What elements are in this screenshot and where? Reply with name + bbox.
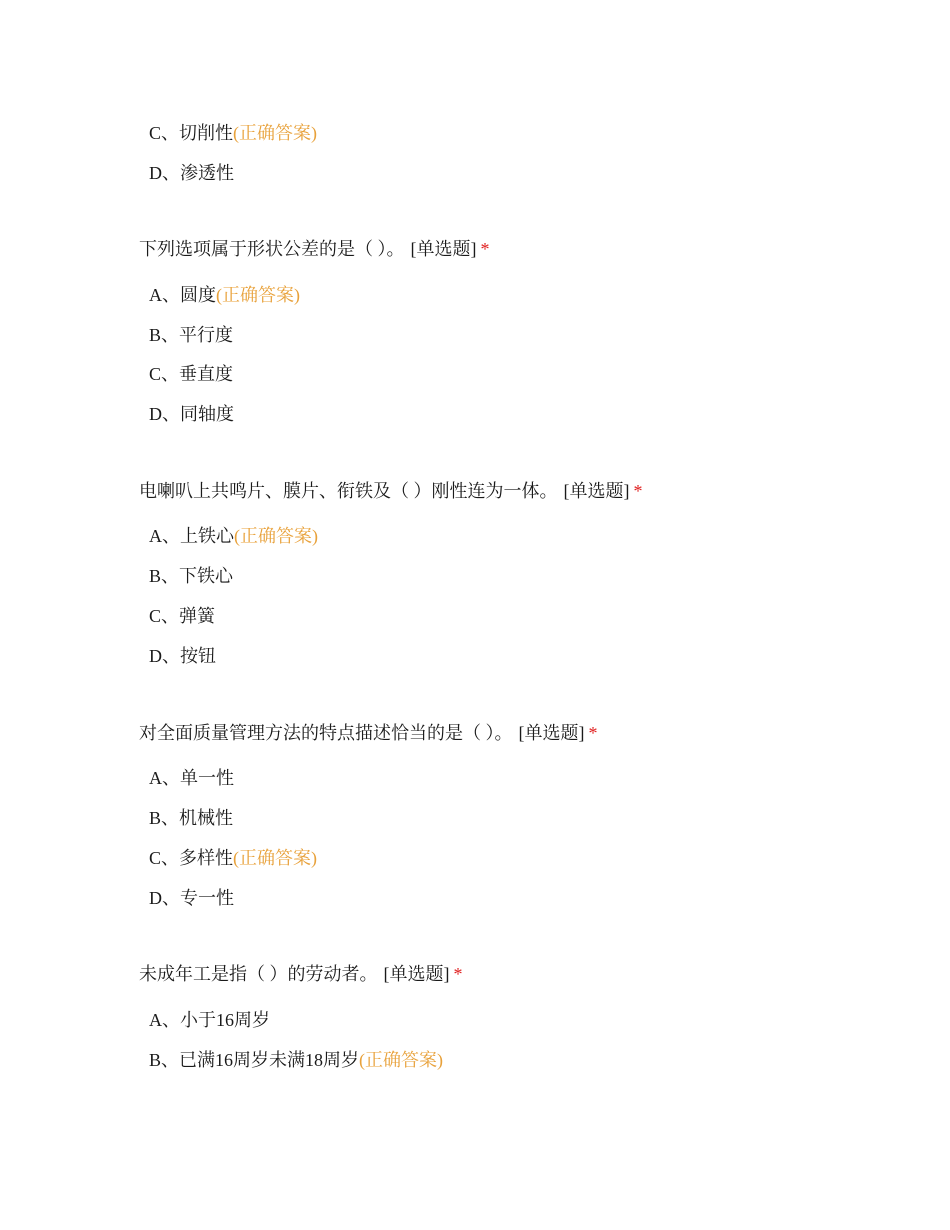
option-row xyxy=(149,283,300,307)
option-letter: B、 xyxy=(149,1050,180,1070)
correct-answer-tag: (正确答案) xyxy=(233,848,318,868)
option-row xyxy=(149,766,234,790)
option-letter: B、 xyxy=(149,325,180,345)
option-row xyxy=(149,121,317,145)
required-mark: * xyxy=(588,723,598,743)
correct-answer-tag: (正确答案) xyxy=(233,123,318,143)
question-title xyxy=(139,962,463,986)
option-letter: A、 xyxy=(149,1010,180,1030)
question-type: [单选题] xyxy=(383,964,450,984)
option-letter: A、 xyxy=(149,768,180,788)
option-letter: A、 xyxy=(149,285,180,305)
option-row xyxy=(149,524,318,548)
option-letter: D、 xyxy=(149,888,180,908)
option-text: 已满16周岁未满18周岁 xyxy=(179,1050,360,1070)
option-letter: D、 xyxy=(149,646,180,666)
option-row xyxy=(149,886,234,910)
option-row xyxy=(149,1048,443,1072)
option-text: 上铁心 xyxy=(180,526,234,546)
option-letter: B、 xyxy=(149,566,180,586)
question-text: 电喇叭上共鸣片、膜片、衔铁及（ ）刚性连为一体。 xyxy=(139,481,558,501)
option-row xyxy=(149,1008,270,1032)
option-row xyxy=(149,564,233,588)
required-mark: * xyxy=(453,964,463,984)
option-row xyxy=(149,323,233,347)
option-text: 机械性 xyxy=(179,808,234,828)
option-letter: D、 xyxy=(149,404,180,424)
option-text: 渗透性 xyxy=(180,163,234,183)
option-row xyxy=(149,846,317,870)
correct-answer-tag: (正确答案) xyxy=(234,526,318,546)
question-text: 下列选项属于形状公差的是（ ）。 xyxy=(139,239,405,259)
correct-answer-tag: (正确答案) xyxy=(359,1050,444,1070)
option-row xyxy=(149,604,215,628)
question-type: [单选题] xyxy=(518,723,585,743)
option-text: 垂直度 xyxy=(179,364,234,384)
question-text: 未成年工是指（ ）的劳动者。 xyxy=(139,964,378,984)
required-mark: * xyxy=(633,481,643,501)
option-text: 专一性 xyxy=(180,888,234,908)
option-letter: A、 xyxy=(149,526,180,546)
option-text: 圆度 xyxy=(180,285,216,305)
option-letter: C、 xyxy=(149,848,180,868)
option-text: 平行度 xyxy=(179,325,234,345)
option-text: 多样性 xyxy=(179,848,234,868)
option-letter: C、 xyxy=(149,364,180,384)
correct-answer-tag: (正确答案) xyxy=(216,285,300,305)
option-letter: D、 xyxy=(149,163,180,183)
question-title xyxy=(139,479,643,503)
option-row xyxy=(149,161,234,185)
question-title xyxy=(139,721,598,745)
option-row xyxy=(149,362,233,386)
option-text: 切削性 xyxy=(179,123,234,143)
required-mark: * xyxy=(480,239,490,259)
question-type: [单选题] xyxy=(410,239,477,259)
option-row xyxy=(149,806,233,830)
question-text: 对全面质量管理方法的特点描述恰当的是（ ）。 xyxy=(139,723,513,743)
option-row xyxy=(149,644,216,668)
option-letter: C、 xyxy=(149,606,180,626)
option-text: 单一性 xyxy=(180,768,234,788)
option-row xyxy=(149,402,234,426)
question-type: [单选题] xyxy=(563,481,630,501)
option-text: 同轴度 xyxy=(180,404,234,424)
option-letter: C、 xyxy=(149,123,180,143)
option-text: 小于16周岁 xyxy=(180,1010,270,1030)
option-text: 弹簧 xyxy=(179,606,216,626)
option-text: 按钮 xyxy=(180,646,216,666)
option-text: 下铁心 xyxy=(179,566,234,586)
option-letter: B、 xyxy=(149,808,180,828)
question-title xyxy=(139,237,490,261)
